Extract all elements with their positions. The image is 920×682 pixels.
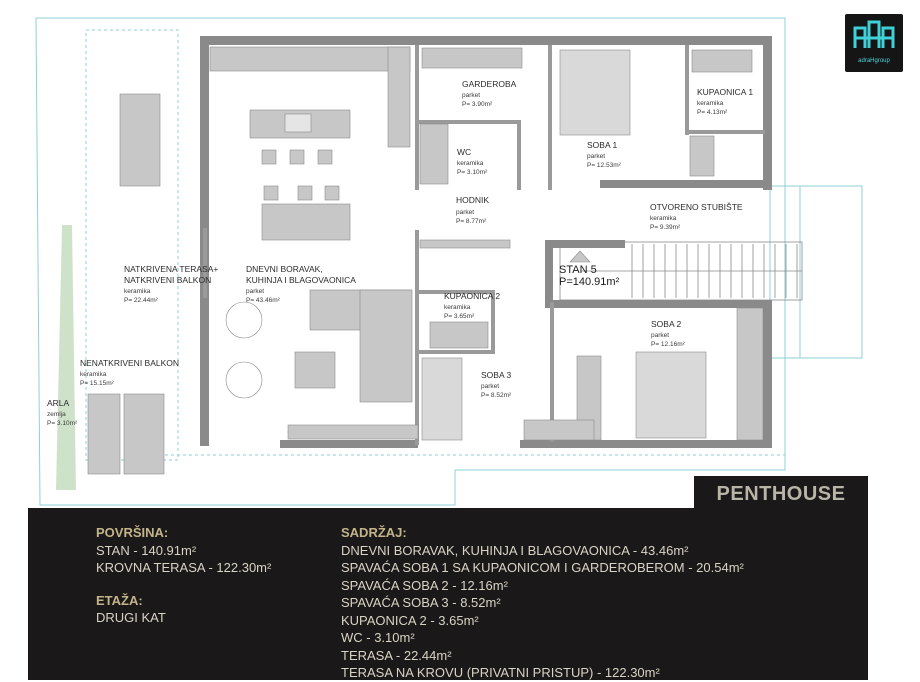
content-block <box>341 524 861 682</box>
room-name-line2: NATKRIVENI BALKON <box>124 275 212 285</box>
room-name: GARDEROBA <box>462 79 517 89</box>
room-name: KUPAONICA 2 <box>444 291 501 301</box>
summary-panel <box>28 508 868 680</box>
penthouse-tab: PENTHOUSE <box>694 476 868 510</box>
sadrzaj-item: DNEVNI BORAVAK, KUHINJA I BLAGOVAONICA - 43.46m² <box>341 542 689 558</box>
room-otvoreno-stubiste <box>650 202 743 231</box>
room-area: P= 3.90m² <box>462 101 493 108</box>
area-block <box>96 524 336 627</box>
stan-label: STAN 5 <box>559 264 597 276</box>
room-name: SOBA 1 <box>587 140 618 150</box>
room-floor: keramika <box>80 371 107 378</box>
room-area: P= 12.53m² <box>587 162 621 169</box>
planting-strip <box>56 225 76 490</box>
room-area: P= 3.10m² <box>457 169 488 176</box>
room-soba-2 <box>651 319 686 348</box>
room-name: HODNIK <box>456 195 490 205</box>
room-area: P= 12.16m² <box>651 341 685 348</box>
room-area: P= 8.52m² <box>481 392 512 399</box>
room-soba-1 <box>587 140 622 169</box>
room-garderoba <box>462 79 517 108</box>
sadrzaj-item: KUPAONICA 2 - 3.65m² <box>341 612 479 628</box>
room-name: NENATKRIVENI BALKON <box>80 358 180 368</box>
room-soba-3 <box>481 370 512 399</box>
room-area: P= 15.15m² <box>80 380 114 387</box>
sadrzaj-item: SPAVAĆA SOBA 1 SA KUPAONICOM I GARDEROBEROM - 20.54m² <box>341 560 744 575</box>
room-nenatkriveni-balkon <box>80 358 179 387</box>
room-name: SOBA 2 <box>651 319 682 329</box>
sadrzaj-item: TERASA - 22.44m² <box>341 647 452 663</box>
room-floor: keramika <box>444 304 471 311</box>
room-area: P= 4.13m² <box>697 109 728 116</box>
room-floor: keramika <box>457 160 484 167</box>
sadrzaj-item: TERASA NA KROVU (PRIVATNI PRISTUP) - 122.30m² <box>341 665 660 680</box>
room-floor: keramika <box>124 288 151 295</box>
room-floor: parket <box>587 153 606 160</box>
room-floor: parket <box>651 332 670 339</box>
room-floor: parket <box>246 288 265 295</box>
room-name-line2: KUHINJA I BLAGOVAONICA <box>246 275 356 285</box>
krovna-terasa-line: KROVNA TERASA - 122.30m² <box>96 560 272 575</box>
povrsina-heading: POVRŠINA: <box>96 525 169 540</box>
logo-mark-icon <box>845 14 903 58</box>
room-floor: zemlja <box>47 411 66 418</box>
logo-caption: adraHgroup <box>858 58 890 64</box>
room-name: SOBA 3 <box>481 370 512 380</box>
room-name: KUPAONICA 1 <box>697 87 754 97</box>
room-floor: parket <box>481 383 500 390</box>
room-area: P= 3.65m² <box>444 313 475 320</box>
sadrzaj-item: SPAVAĆA SOBA 2 - 12.16m² <box>341 577 508 593</box>
room-floor: keramika <box>650 215 677 222</box>
room-name: DNEVNI BORAVAK, <box>246 264 323 274</box>
room-area: P= 3.10m² <box>47 420 78 427</box>
room-hodnik <box>456 195 489 225</box>
room-area: P= 9.39m² <box>650 224 681 231</box>
stan-area-line: STAN - 140.91m² <box>96 542 197 558</box>
stan-area: P=140.91m² <box>559 276 620 288</box>
room-floor: parket <box>456 209 475 216</box>
room-name: WC <box>457 147 472 157</box>
room-name: OTVORENO STUBIŠTE <box>650 202 743 212</box>
room-name: NATKRIVENA TERASA+ <box>124 264 219 274</box>
company-logo <box>845 14 903 72</box>
stan-marker <box>559 251 620 288</box>
sadrzaj-item: WC - 3.10m² <box>341 630 415 645</box>
room-floor: parket <box>462 92 481 99</box>
room-area: P= 43.46m² <box>246 297 280 304</box>
etaza-value: DRUGI KAT <box>96 610 166 625</box>
room-wc <box>457 147 488 176</box>
room-name: ARLA <box>47 398 70 408</box>
room-floor: keramika <box>697 100 724 107</box>
etaza-heading: ETAŽA: <box>96 592 143 608</box>
room-kupaonica-1 <box>697 87 753 116</box>
furniture <box>88 47 763 474</box>
sadrzaj-item: SPAVAĆA SOBA 3 - 8.52m² <box>341 595 501 610</box>
room-area: P= 8.77m² <box>456 218 487 225</box>
room-area: P= 22.44m² <box>124 297 158 304</box>
sadrzaj-heading: SADRŽAJ: <box>341 525 407 540</box>
